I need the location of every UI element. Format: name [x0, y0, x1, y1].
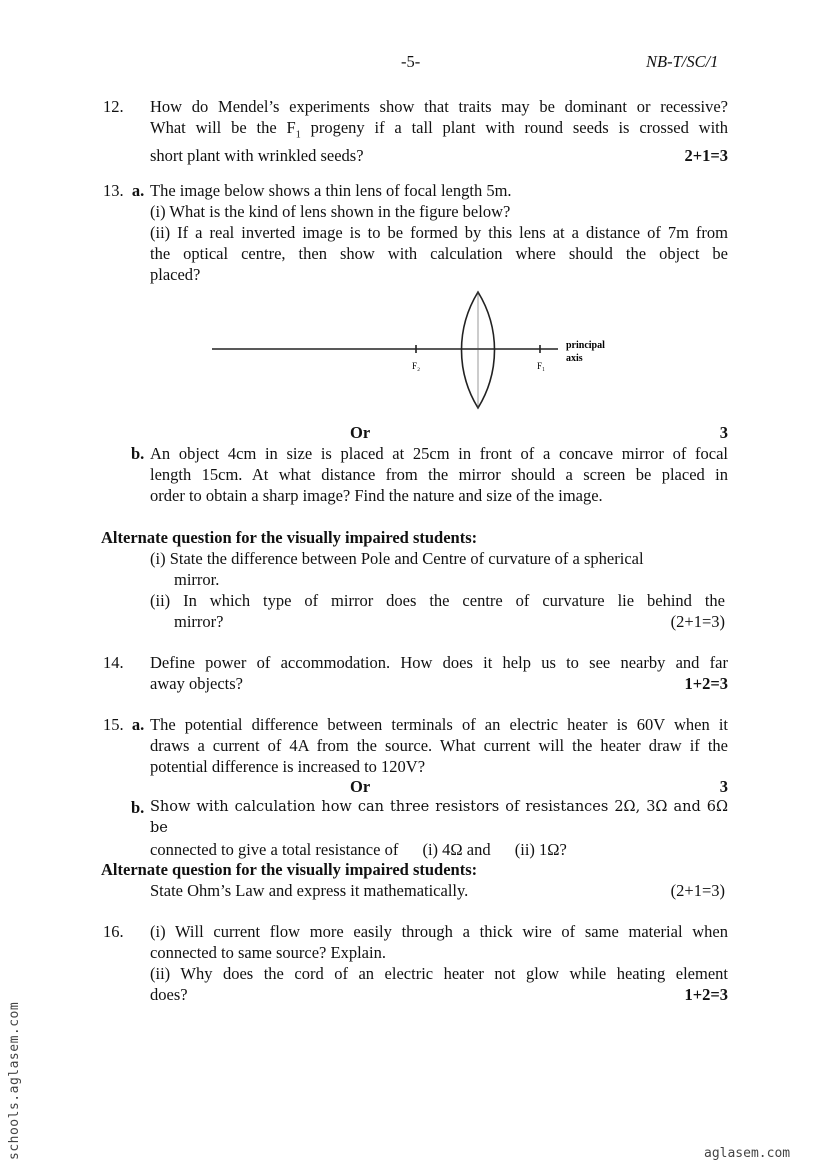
q14-marks: 1+2=3	[684, 674, 728, 693]
alt1-part-i-line-2: mirror.	[174, 570, 220, 589]
alt1-part-ii-line-2: mirror? (2+1=3)	[174, 612, 725, 631]
question-15b	[150, 797, 728, 860]
question-16	[150, 921, 728, 1005]
question-12-number: 12.	[103, 97, 124, 116]
q15b-line-2: connected to give a total resistance of (i) 4Ω and (ii) 1Ω?	[150, 840, 567, 859]
question-14	[150, 652, 728, 694]
paper-code: NB-T/SC/1	[646, 52, 719, 71]
q15-marks: 3	[719, 777, 728, 796]
q16-part-ii-line-1: (ii) Why does the cord of an electric heater not glow while heating element	[150, 964, 728, 983]
q12-marks: 2+1=3	[684, 146, 728, 166]
q13b-line-1: An object 4cm in size is placed at 25cm in front of a concave mirror of focal	[150, 444, 728, 463]
alt1-marks: (2+1=3)	[670, 612, 725, 631]
q13b-label: b.	[131, 444, 145, 463]
question-15a	[150, 714, 728, 777]
label-axis: axis	[566, 353, 583, 364]
q15a-line-2: draws a current of 4A from the source. What current will the heater draw if the	[150, 736, 728, 755]
q14-line-2: away objects? 1+2=3	[150, 674, 728, 693]
q13-or: Or	[350, 423, 371, 442]
q13b-line-2: length 15cm. At what distance from the mirror should a screen be placed in	[150, 465, 728, 484]
q13-marks: 3	[719, 423, 728, 442]
q12-line-2: What will be the $F_1$ progeny if a tall plant with round seeds is crossed with	[150, 118, 728, 141]
question-13a	[150, 180, 728, 285]
label-f1: F₁	[537, 361, 546, 371]
question-13-number: 13. a.	[103, 181, 145, 200]
alt-question-2: State Ohm’s Law and express it mathematically. (2+1=3)	[150, 881, 725, 900]
q15b-label: b.	[131, 798, 145, 817]
alt-question-1-heading: Alternate question for the visually impaired students:	[101, 528, 478, 547]
q15a-line-3: potential difference is increased to 120V?	[150, 757, 426, 776]
question-12	[150, 96, 728, 166]
q13a-part-ii-line-2: the optical centre, then show with calculation where should the object be	[150, 244, 728, 263]
question-15-number: 15. a.	[103, 715, 145, 734]
question-16-number: 16.	[103, 922, 124, 941]
q15b-line-1: Show with calculation how can three resistors of resistances 2Ω, 3Ω and 6Ω be	[150, 799, 728, 836]
alt2-marks: (2+1=3)	[670, 881, 725, 900]
q16-marks: 1+2=3	[684, 985, 728, 1004]
side-watermark: schools.aglasem.com	[7, 1001, 22, 1160]
lens-figure	[200, 284, 640, 418]
label-principal: principal	[566, 340, 605, 351]
q13a-text: The image below shows a thin lens of focal length 5m.	[150, 181, 512, 200]
q15-or: Or	[350, 777, 371, 796]
alt1-part-ii-line-1: (ii) In which type of mirror does the centre of curvature lie behind the	[150, 591, 725, 610]
q12-line-1: How do Mendel’s experiments show that traits may be dominant or recessive?	[150, 97, 728, 116]
q13a-part-i: (i) What is the kind of lens shown in the figure below?	[150, 202, 511, 221]
alt-question-2-heading: Alternate question for the visually impaired students:	[101, 860, 478, 879]
q13a-part-ii-line-3: placed?	[150, 265, 201, 284]
page-number: -5-	[401, 52, 421, 71]
question-14-number: 14.	[103, 653, 124, 672]
q16-part-i-line-2: connected to same source? Explain.	[150, 943, 386, 962]
label-f2: F₂	[412, 361, 421, 371]
q16-part-i-line-1: (i) Will current flow more easily through a thick wire of same material when	[150, 922, 728, 941]
q15a-line-1: The potential difference between terminals of an electric heater is 60V when it	[150, 715, 728, 734]
alt1-part-i-line-1: (i) State the difference between Pole and Centre of curvature of a spherical	[150, 549, 644, 568]
q13a-part-ii-line-1: (ii) If a real inverted image is to be formed by this lens at a distance of 7m from	[150, 223, 728, 242]
q14-line-1: Define power of accommodation. How does it help us to see nearby and far	[150, 653, 728, 672]
q12-line-3: short plant with wrinkled seeds? 2+1=3	[150, 146, 728, 166]
alt-question-1	[150, 548, 725, 632]
question-13b	[150, 443, 728, 506]
bottom-watermark: aglasem.com	[704, 1146, 791, 1161]
q13b-line-3: order to obtain a sharp image? Find the nature and size of the image.	[150, 486, 603, 505]
q16-part-ii-line-2: does? 1+2=3	[150, 985, 728, 1004]
